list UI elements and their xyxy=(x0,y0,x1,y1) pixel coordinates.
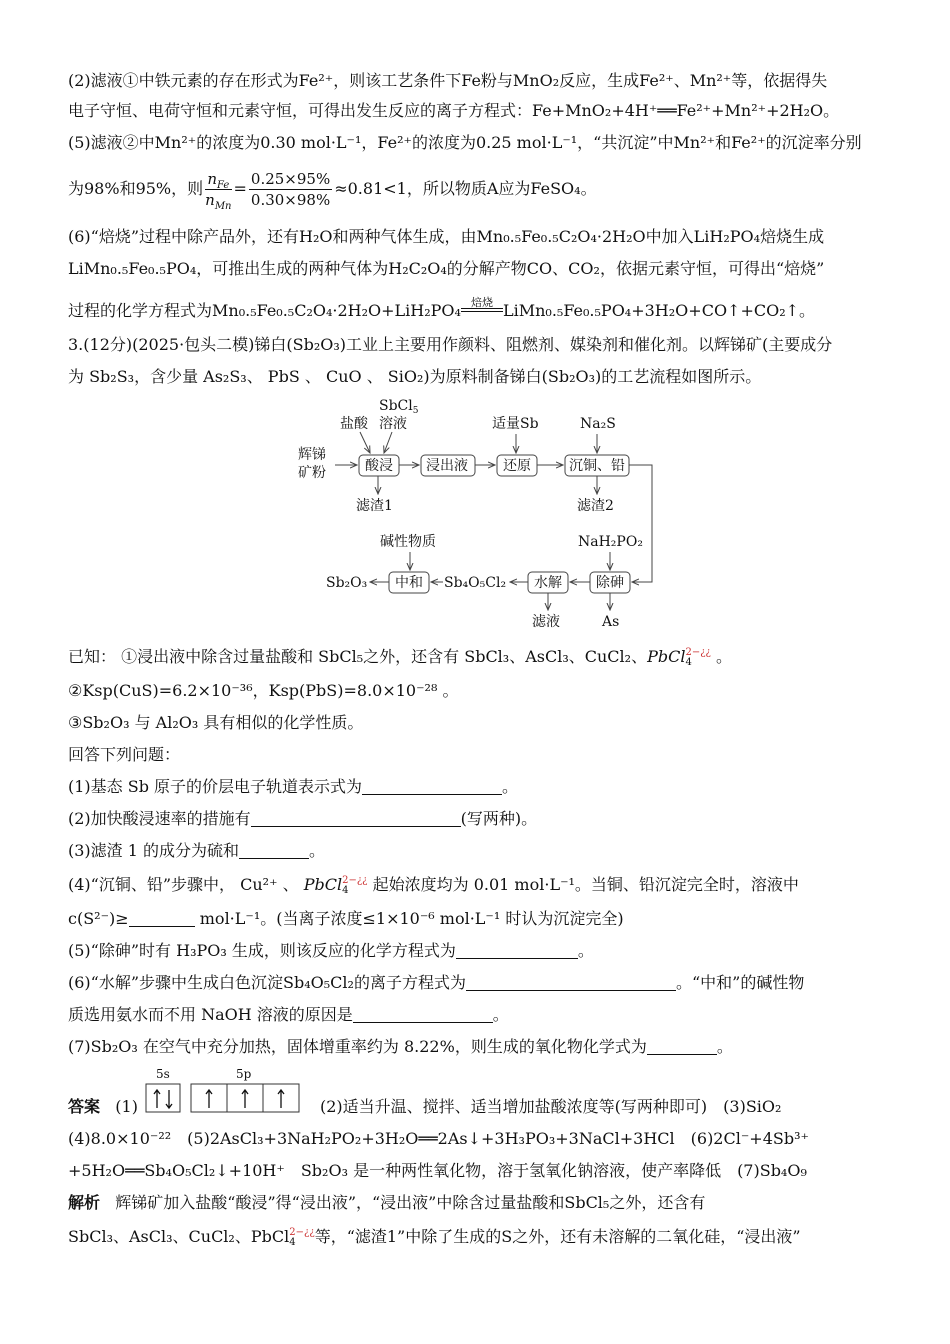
known-1: 已知： ①浸出液中除含过量盐酸和 SbCl₅之外，还含有 SbCl₃、AsCl₃、CuCl₂、PbCl 2−¿¿ 4 。 xyxy=(68,646,733,668)
answer-prompt: 回答下列问题： xyxy=(68,745,181,764)
flow-ore-2: 矿粉 xyxy=(298,465,326,481)
fraction-ratio: $\frac{0.25\times 95\%}{0.30\times 98\%}$ xyxy=(250,170,331,209)
svg-text:5p: 5p xyxy=(236,1067,252,1081)
flow-slag2: 滤渣2 xyxy=(577,498,614,514)
flow-sbcl5-sol: 溶液 xyxy=(379,416,407,432)
answer-line3: +5H₂O══Sb₄O₅Cl₂↓+10H⁺ Sb₂O₃ 是一种两性氧化物，溶于氢氧化钠溶液，使产率降低 (7)Sb₄O₉ xyxy=(68,1161,807,1180)
known-2: ②Ksp(CuS)=6.2×10⁻³⁶，Ksp(PbS)=8.0×10⁻²⁸ 。 xyxy=(68,681,459,700)
flow-na2s: Na₂S xyxy=(580,416,616,432)
flow-filtrate: 滤液 xyxy=(532,614,560,630)
question-6-line2: 质选用氨水而不用 NaOH 溶液的原因是 。 xyxy=(68,1005,509,1024)
answer-line1: 答案 (1) xyxy=(68,1097,138,1116)
q3-line1: 3.(12分)(2025·包头二模)锑白(Sb₂O₃)工业上主要用作颜料、阻燃剂、媒染剂和催化剂。以辉锑矿(主要成分 xyxy=(68,335,833,354)
flow-nah2po2: NaH₂PO₂ xyxy=(578,534,643,550)
explanation-line1: 解析 辉锑矿加入盐酸“酸浸”得“浸出液”，“浸出液”中除含过量盐酸和SbCl₅之外，还含有 xyxy=(68,1193,706,1212)
answer-line2: (4)8.0×10⁻²² (5)2AsCl₃+3NaH₂PO₂+3H₂O══2As↓+3H₃PO₃+3NaCl+3HCl (6)2Cl⁻+4Sb³⁺ xyxy=(68,1129,809,1148)
flow-leachate: 浸出液 xyxy=(426,458,468,474)
flow-sbcl5: SbCl$_5$ xyxy=(379,398,419,416)
question-4: (4)“沉铜、铅”步骤中， Cu²⁺ 、 PbCl 2−¿¿ 4 起始浓度均为 0.01 mol·L⁻¹。当铜、铅沉淀完全时，溶液中 xyxy=(68,874,799,896)
flow-slag1: 滤渣1 xyxy=(356,498,393,514)
p2-line2: 电子守恒、电荷守恒和元素守恒，可得出发生反应的离子方程式：Fe+MnO₂+4H⁺══Fe²⁺+Mn²⁺+2H₂O。 xyxy=(68,101,840,120)
flow-sb4o5cl2: Sb₄O₅Cl₂ xyxy=(444,575,507,591)
roast-condition: 焙烧 xyxy=(470,296,493,309)
answer-2-3: (2)适当升温、搅拌、适当增加盐酸浓度等(写两种即可) (3)SiO₂ xyxy=(320,1097,782,1116)
flow-as: As xyxy=(602,614,620,630)
question-7: (7)Sb₂O₃ 在空气中充分加热，固体增重率约为 8.22%，则生成的氧化物化学式为 。 xyxy=(68,1037,733,1056)
question-3: (3)滤渣 1 的成分为硫和 。 xyxy=(68,841,326,860)
flow-reduce: 还原 xyxy=(503,458,531,474)
flow-acid-leach: 酸浸 xyxy=(365,458,393,474)
flow-ore-1: 辉锑 xyxy=(298,447,326,463)
flow-sb: 适量Sb xyxy=(492,416,539,432)
question-2: (2)加快酸浸速率的措施有 (写两种)。 xyxy=(68,809,538,828)
flow-cu-pb: 沉铜、铅 xyxy=(569,458,625,474)
flow-base: 碱性物质 xyxy=(380,534,436,550)
explanation-line2: SbCl₃、AsCl₃、CuCl₂、PbCl 2−¿¿ 4 等，“滤渣1”中除了生成的S之外，还有未溶解的二氧化硅，“浸出液” xyxy=(68,1226,801,1248)
p5-line2: 为98%和95%，则 $\frac{n_{Fe}}{n_{Mn}}$ = $\frac{0.25\times 95\%}{0.30\times 98\%}$ ≈0.81<1，所以物质A应为FeSO₄。 xyxy=(68,170,597,212)
p2-line1: (2)滤液①中铁元素的存在形式为Fe²⁺，则该工艺条件下Fe粉与MnO₂反应，生成Fe²⁺、Mn²⁺等，依据得失 xyxy=(68,71,828,90)
p6-line1: (6)“焙烧”过程中除产品外，还有H₂O和两种气体生成，由Mn₀.₅Fe₀.₅C₂O₄·2H₂O中加入LiH₂PO₄焙烧生成 xyxy=(68,227,825,246)
flow-sb2o3: Sb₂O₃ xyxy=(326,575,368,591)
p6-line3: 过程的化学方程式为Mn₀.₅Fe₀.₅C₂O₄·2H₂O+LiH₂PO₄ 焙烧 LiMn₀.₅Fe₀.₅PO₄+3H₂O+CO↑+CO₂↑。 xyxy=(68,300,815,322)
fraction-n: $\frac{n_{Fe}}{n_{Mn}}$ xyxy=(205,170,232,212)
svg-text:5s: 5s xyxy=(156,1067,170,1081)
flow-hydrolysis: 水解 xyxy=(534,575,562,591)
explanation-label: 解析 xyxy=(68,1193,101,1212)
p5-line2-b: ≈0.81<1，所以物质A应为FeSO₄。 xyxy=(334,179,597,198)
flow-hcl: 盐酸 xyxy=(340,416,368,432)
question-5: (5)“除砷”时有 H₃PO₃ 生成，则该反应的化学方程式为 。 xyxy=(68,941,594,960)
question-6: (6)“水解”步骤中生成白色沉淀Sb₄O₅Cl₂的离子方程式为 。“中和”的碱性物 xyxy=(68,973,805,992)
question-1: (1)基态 Sb 原子的价层电子轨道表示式为 。 xyxy=(68,777,519,796)
flow-de-as: 除砷 xyxy=(596,575,624,591)
question-4-line2: c(S²⁻)≥ mol·L⁻¹。(当离子浓度≤1×10⁻⁶ mol·L⁻¹ 时认为沉淀完全) xyxy=(68,909,624,928)
p5-line2-a: 为98%和95%，则 xyxy=(68,179,204,198)
orbital-diagram xyxy=(144,1066,314,1118)
p5-line1: (5)滤液②中Mn²⁺的浓度为0.30 mol·L⁻¹，Fe²⁺的浓度为0.25 mol·L⁻¹，“共沉淀”中Mn²⁺和Fe²⁺的沉淀率分别 xyxy=(68,133,862,152)
known-3: ③Sb₂O₃ 与 Al₂O₃ 具有相似的化学性质。 xyxy=(68,713,364,732)
process-flow-diagram xyxy=(0,0,950,640)
q3-line2: 为 Sb₂S₃，含少量 As₂S₃、 PbS 、 CuO 、 SiO₂)为原料制备锑白(Sb₂O₃)的工艺流程如图所示。 xyxy=(68,367,762,386)
flow-neutral: 中和 xyxy=(395,575,423,591)
answer-label: 答案 xyxy=(68,1097,101,1116)
p6-line2: LiMn₀.₅Fe₀.₅PO₄，可推出生成的两种气体为H₂C₂O₄的分解产物CO、CO₂，依据元素守恒，可得出“焙烧” xyxy=(68,259,825,278)
